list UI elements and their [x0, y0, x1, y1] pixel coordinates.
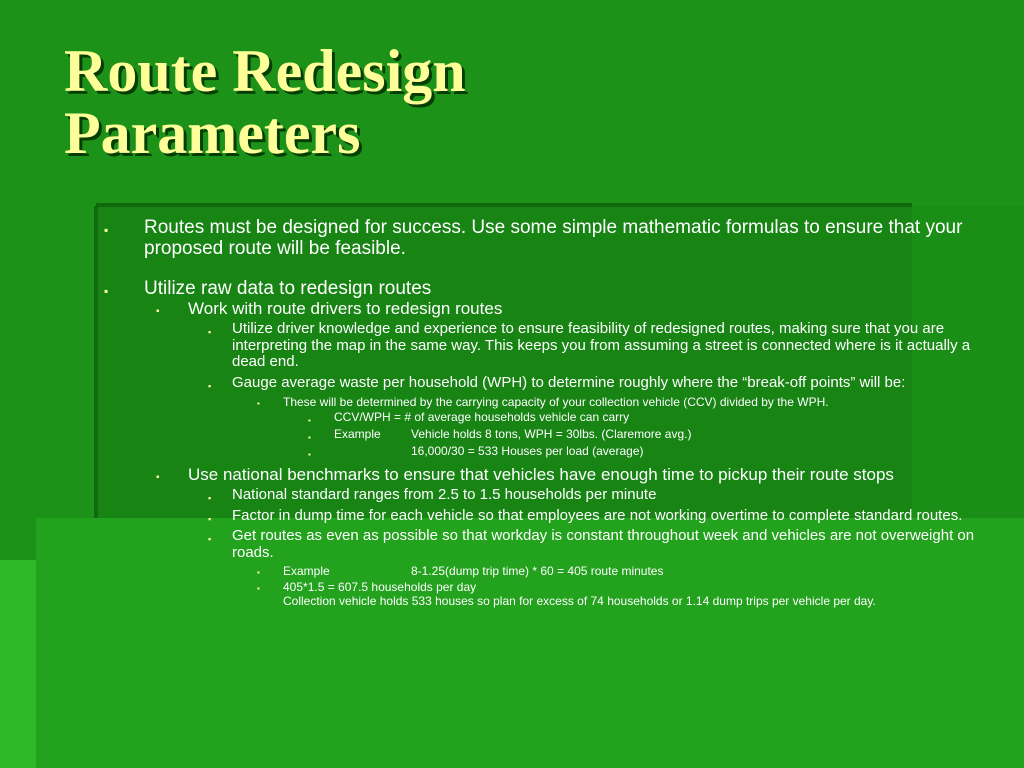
- example-label: Example: [334, 427, 381, 441]
- bullet-square-icon: ▪: [308, 416, 311, 425]
- bullet-text: Utilize driver knowledge and experience to ensure feasibility of redesigned routes, making sure that you are interpreting the map in the same way. This keeps you from assuming a street is connected where is it actually a dead end.: [232, 320, 971, 370]
- slide-title-line: Parameters: [64, 100, 361, 166]
- bullet-square-icon: ▪: [208, 327, 212, 337]
- bullet-text: Gauge average waste per household (WPH) to determine roughly where the “break-off points” will be:: [232, 373, 906, 391]
- bullet-text: Factor in dump time for each vehicle so that employees are not working overtime to complete standard routes.: [232, 506, 963, 524]
- panel-shadow: [96, 203, 912, 207]
- bullet-text: Collection vehicle holds 533 houses so plan for excess of 74 households or 1.14 dump trips per vehicle per day.: [283, 594, 876, 608]
- bullet-text: 16,000/30 = 533 Houses per load (average): [411, 444, 644, 458]
- bullet-square-icon: ▪: [104, 223, 109, 237]
- bullet-item: [104, 395, 984, 409]
- bullet-square-icon: ▪: [208, 513, 212, 524]
- bullet-square-icon: ▪: [308, 450, 311, 459]
- bullet-square-icon: ▪: [104, 284, 109, 298]
- bullet-item: [104, 321, 984, 371]
- bullet-square-icon: ▪: [308, 433, 311, 442]
- bullet-text: Work with route drivers to redesign routes: [188, 299, 503, 318]
- bullet-square-icon: ▪: [156, 472, 160, 483]
- slide-body: [104, 217, 984, 608]
- bullet-item: [104, 580, 984, 608]
- bullet-text: CCV/WPH = # of average households vehicle can carry: [334, 410, 630, 424]
- bullet-item: [104, 508, 984, 525]
- bullet-square-icon: ▪: [208, 534, 212, 544]
- background-panel: [0, 560, 36, 768]
- bullet-item: [104, 528, 984, 561]
- bullet-square-icon: ▪: [257, 568, 260, 577]
- bullet-text: Get routes as even as possible so that workday is constant throughout week and vehicles are not overweight on roads.: [232, 527, 975, 561]
- bullet-item: [104, 443, 984, 460]
- bullet-square-icon: ▪: [156, 306, 160, 317]
- bullet-text: Vehicle holds 8 tons, WPH = 30lbs. (Claremore avg.): [411, 427, 692, 441]
- bullet-square-icon: ▪: [208, 380, 212, 391]
- bullet-text: 8-1.25(dump trip time) * 60 = 405 route minutes: [411, 564, 664, 578]
- bullet-text: 405*1.5 = 607.5 households per day: [283, 580, 477, 594]
- bullet-item: [104, 426, 984, 443]
- bullet-item: [104, 375, 984, 392]
- bullet-item: [104, 278, 984, 299]
- bullet-text: Utilize raw data to redesign routes: [144, 278, 432, 299]
- slide-title-line: Route Redesign: [64, 38, 466, 104]
- bullet-text: National standard ranges from 2.5 to 1.5 households per minute: [232, 486, 657, 503]
- bullet-item: [104, 564, 984, 578]
- panel-shadow: [94, 206, 98, 518]
- bullet-item: [104, 299, 984, 318]
- bullet-text: These will be determined by the carrying capacity of your collection vehicle (CCV) divided by the WPH.: [283, 395, 829, 409]
- bullet-text: Use national benchmarks to ensure that vehicles have enough time to pickup their route stops: [188, 465, 894, 484]
- bullet-item: [104, 487, 984, 504]
- bullet-text: Routes must be designed for success. Use some simple mathematic formulas to ensure that your proposed route will be feasible.: [144, 217, 963, 259]
- bullet-item: [104, 465, 984, 484]
- bullet-square-icon: ▪: [257, 399, 260, 408]
- bullet-item: [104, 409, 984, 426]
- slide-title: [64, 40, 466, 164]
- bullet-item: [104, 217, 984, 259]
- bullet-square-icon: ▪: [208, 493, 212, 503]
- example-label: Example: [283, 564, 330, 578]
- bullet-square-icon: ▪: [257, 584, 260, 593]
